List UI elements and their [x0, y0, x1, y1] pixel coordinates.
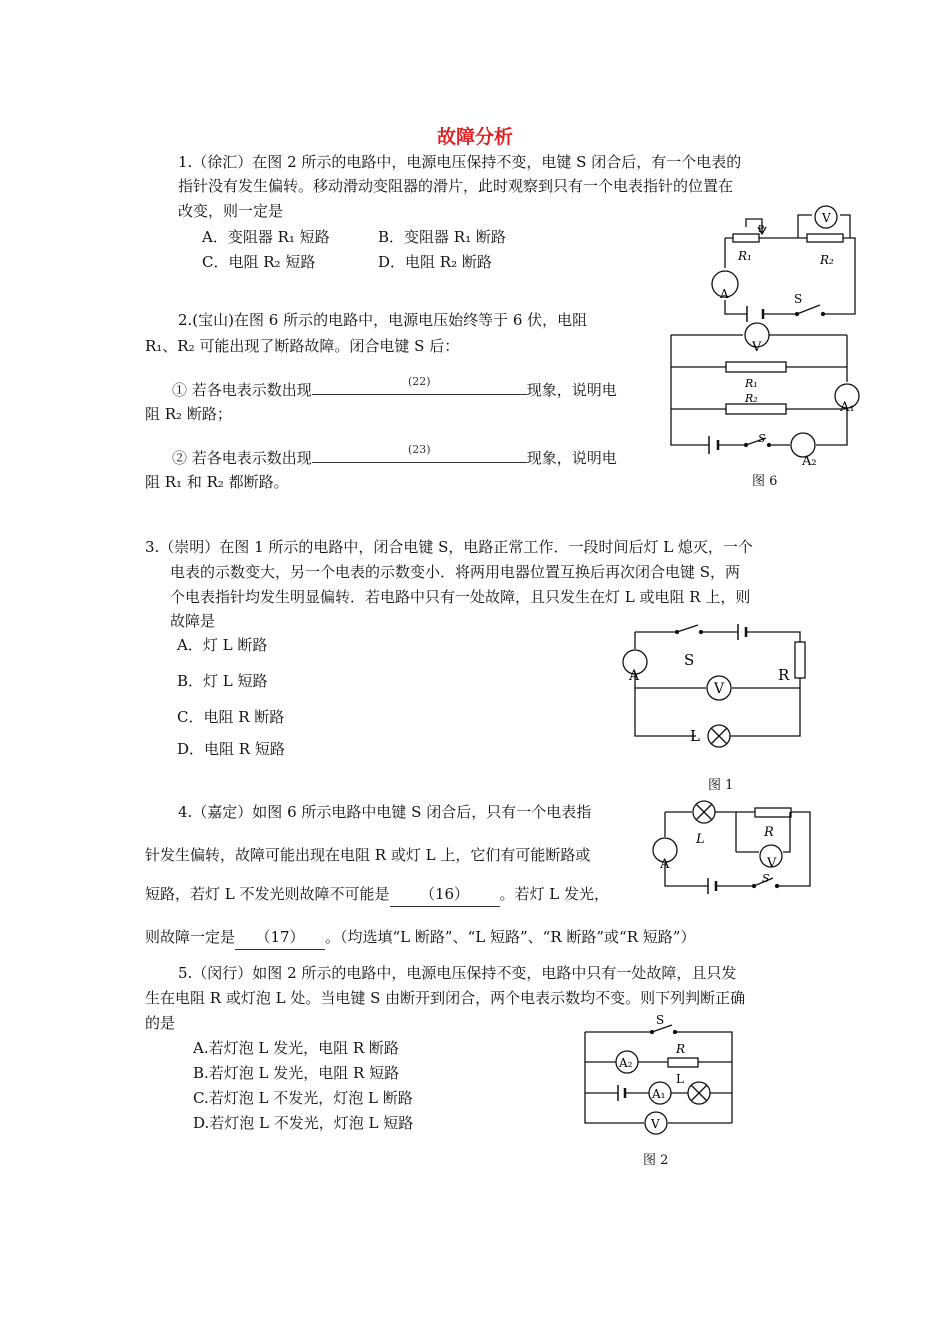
q1-fig-r2: R₂ [820, 253, 834, 267]
q3-fig-v: V [714, 681, 725, 697]
q2-figure-caption: 图 6 [752, 474, 778, 489]
q2-fig-r2: R₂ [745, 392, 758, 405]
q4-line3-prefix: 短路，若灯 L 不发光则故障不可能是 [145, 885, 390, 903]
q1-option-d[interactable]: D．电阻 R₂ 断路 [378, 253, 492, 271]
q5-fig-a2: A₂ [619, 1056, 633, 1070]
q4-circuit-diagram [650, 800, 815, 895]
q4-fig-r: R [764, 825, 774, 840]
q2-circuit-diagram [668, 320, 868, 470]
q2-item1 [172, 376, 617, 402]
q5-fig-r: R [676, 1042, 686, 1056]
page-title: 故障分析 [436, 126, 513, 148]
q4-fig-l: L [696, 832, 705, 847]
q3-line2: 电表的示数变大，另一个电表的示数变小．将两用电器位置互换后再次闭合电键 S，两 [170, 563, 741, 581]
q1-option-c[interactable]: C．电阻 R₂ 短路 [202, 253, 316, 271]
q2-line2: R₁、R₂ 可能出现了断路故障。闭合电键 S 后： [145, 337, 460, 355]
q1-fig-s: S [794, 292, 803, 306]
q2-fig-s: S [758, 432, 766, 445]
q3-line4: 故障是 [170, 612, 216, 630]
q5-line1: 5.（闵行）如图 2 所示的电路中，电源电压保持不变，电路中只有一处故障，且只发 [178, 964, 737, 982]
q5-option-b[interactable]: B.若灯泡 L 发光，电阻 R 短路 [193, 1064, 400, 1082]
q2-blank-23-label: (23) [407, 443, 431, 456]
q4-line4-prefix: 则故障一定是 [145, 928, 236, 946]
q1-fig-r1: R₁ [738, 249, 752, 263]
q3-fig-a: A [629, 668, 640, 684]
q5-option-d[interactable]: D.若灯泡 L 不发光，灯泡 L 短路 [193, 1114, 414, 1132]
q5-line3: 的是 [145, 1014, 176, 1032]
q1-line1: 1.（徐汇）在图 2 所示的电路中，电源电压保持不变，电键 S 闭合后，有一个电表的 [178, 153, 742, 171]
q5-fig-a1: A₁ [652, 1087, 666, 1101]
q2-item1-prefix: ① 若各电表示数出现 [172, 381, 312, 399]
q5-figure-caption: 图 2 [643, 1153, 669, 1168]
q3-line3: 个电表指针均发生明显偏转．若电路中只有一处故障，且只发生在灯 L 或电阻 R 上，则 [170, 588, 751, 606]
q4-fig-s: S [762, 872, 770, 885]
q4-fig-a: A [660, 857, 670, 872]
q5-option-c[interactable]: C.若灯泡 L 不发光，灯泡 L 断路 [193, 1089, 413, 1107]
q2-item2-suffix: 现象，说明电 [526, 449, 617, 467]
q3-fig-r: R [778, 666, 790, 684]
q1-fig-v: V [822, 211, 831, 225]
q3-line1: 3.（崇明）在图 1 所示的电路中，闭合电键 S，电路正常工作．一段时间后灯 L 熄灭，一个 [145, 538, 753, 556]
q1-circuit-diagram [700, 205, 860, 317]
q2-fig-v: V [752, 340, 762, 355]
q4-line2: 针发生偏转，故障可能出现在电阻 R 或灯 L 上，它们有可能断路或 [145, 846, 591, 864]
q2-item1-suffix: 现象，说明电 [526, 381, 617, 399]
q2-item2-line2: 阻 R₁ 和 R₂ 都断路。 [145, 473, 289, 491]
q2-item2-prefix: ② 若各电表示数出现 [172, 449, 312, 467]
q4-line1: 4.（嘉定）如图 6 所示电路中电键 S 闭合后，只有一个电表指 [178, 803, 592, 821]
q1-line3: 改变，则一定是 [178, 202, 284, 220]
q4-line3-suffix: 。若灯 L 发光， [499, 885, 609, 903]
q2-blank-22[interactable] [312, 376, 527, 395]
q1-line2: 指针没有发生偏转。移动滑动变阻器的滑片，此时观察到只有一个电表指针的位置在 [178, 177, 734, 195]
q5-line2: 生在电阻 R 或灯泡 L 处。当电键 S 由断开到闭合，两个电表示数均不变。则下列判断正确 [145, 989, 746, 1007]
q4-blank-17[interactable]: （17） [235, 925, 325, 950]
q5-fig-l: L [676, 1072, 684, 1086]
q1-fig-a: A [720, 287, 729, 301]
q4-fig-v: V [767, 856, 777, 871]
q4-line4-suffix: 。（均选填“L 断路”、“L 短路”、“R 断路”或“R 短路”） [325, 928, 696, 946]
q3-circuit-diagram [620, 622, 810, 752]
q2-fig-a1: A₁ [840, 400, 855, 415]
q2-fig-r1: R₁ [745, 377, 758, 390]
q5-fig-s: S [656, 1013, 665, 1027]
q3-option-d[interactable]: D．电阻 R 短路 [177, 740, 285, 758]
q2-fig-a2: A₂ [802, 454, 817, 469]
q2-blank-23[interactable] [312, 444, 527, 463]
q1-option-b[interactable]: B．变阻器 R₁ 断路 [378, 228, 506, 246]
q3-option-b[interactable]: B．灯 L 短路 [177, 672, 268, 690]
q4-line3 [145, 882, 609, 907]
q1-option-a[interactable]: A．变阻器 R₁ 短路 [202, 228, 330, 246]
q2-item2 [172, 444, 617, 470]
q4-blank-16[interactable]: （16） [390, 882, 500, 907]
q3-option-a[interactable]: A．灯 L 断路 [177, 636, 268, 654]
q2-line1: 2.(宝山)在图 6 所示的电路中，电源电压始终等于 6 伏，电阻 [178, 311, 588, 329]
q3-figure-caption: 图 1 [708, 778, 734, 793]
q2-blank-22-label: (22) [407, 375, 431, 388]
q1-fig-p: P [758, 225, 765, 235]
q3-fig-s: S [684, 651, 695, 669]
q5-circuit-diagram [580, 1015, 750, 1140]
q2-item1-line2: 阻 R₂ 断路； [145, 405, 232, 423]
q3-fig-l: L [690, 727, 700, 745]
q4-line4 [145, 925, 695, 950]
q5-option-a[interactable]: A.若灯泡 L 发光，电阻 R 断路 [193, 1039, 399, 1057]
q3-option-c[interactable]: C．电阻 R 断路 [177, 708, 285, 726]
q5-fig-v: V [651, 1117, 660, 1131]
